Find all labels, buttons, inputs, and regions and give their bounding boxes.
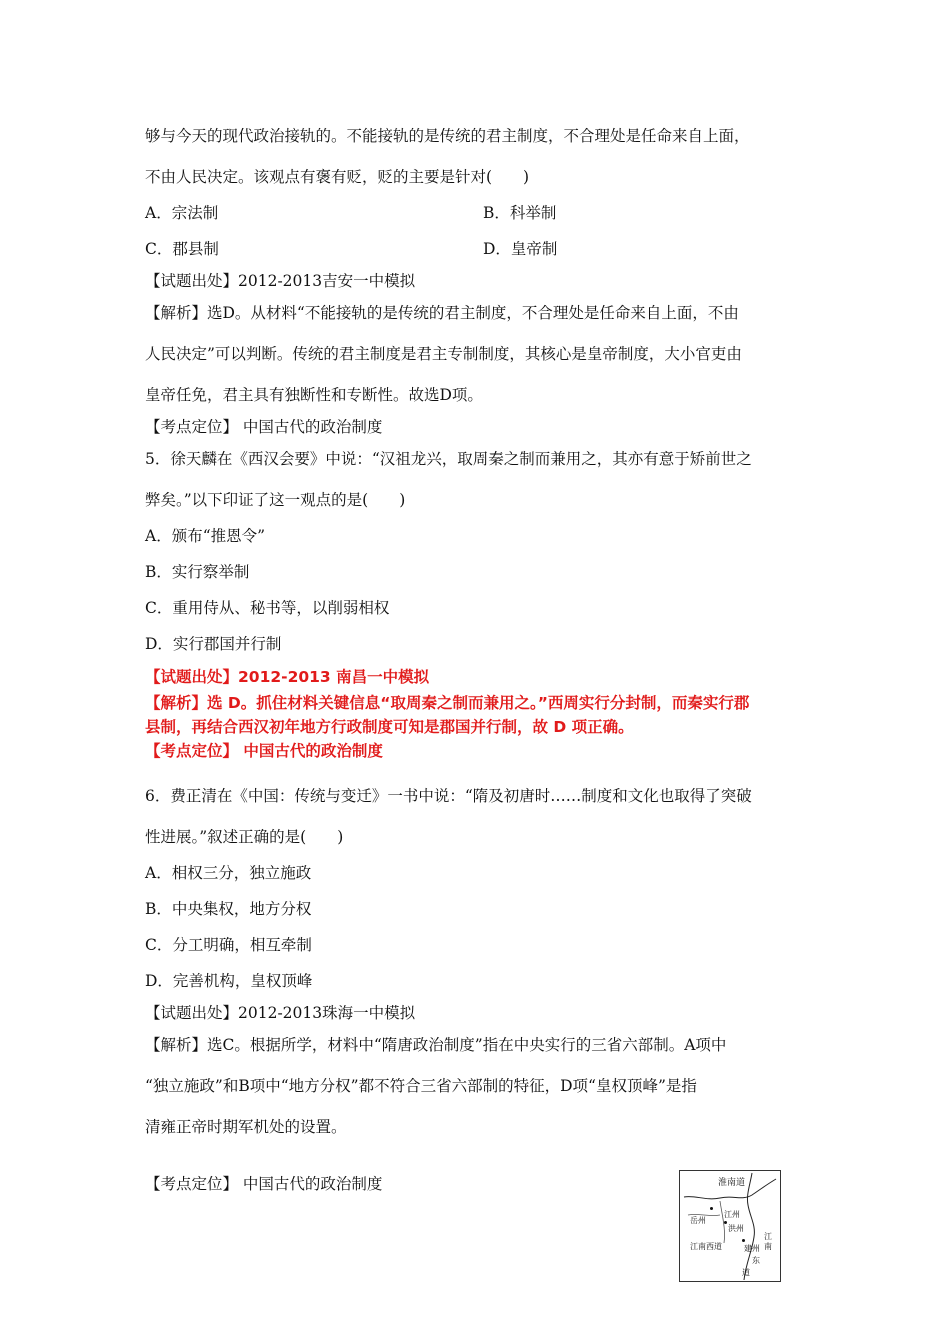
q6-stem-line2: 性进展。”叙述正确的是( ) bbox=[145, 828, 344, 846]
q6-option-d: D．完善机构，皇权顶峰 bbox=[145, 972, 313, 990]
map-label-jianzhou: 建州 bbox=[744, 1244, 760, 1253]
q5-option-b: B．实行察举制 bbox=[145, 563, 250, 581]
map-dot-jiangzhou bbox=[710, 1207, 713, 1210]
q5-point: 【考点定位】 中国古代的政治制度 bbox=[145, 742, 383, 760]
q4-stem-line2: 不由人民决定。该观点有褒有贬，贬的主要是针对( ) bbox=[145, 168, 530, 186]
q4-analysis-line1: 【解析】选D。从材料“不能接轨的是传统的君主制度，不合理处是任命来自上面，不由 bbox=[145, 304, 739, 322]
q4-option-c: C．郡县制 bbox=[145, 240, 219, 258]
map-label-yuezhou: 岳州 bbox=[690, 1216, 706, 1225]
map-label-huainan: 淮南道 bbox=[718, 1178, 746, 1188]
q4-source: 【试题出处】2012-2013吉安一中模拟 bbox=[145, 272, 416, 290]
map-label-jiangnandong-4: 道 bbox=[742, 1268, 750, 1277]
map-label-hongzhou: 洪州 bbox=[728, 1224, 744, 1233]
q6-option-b: B．中央集权，地方分权 bbox=[145, 900, 312, 918]
q6-source: 【试题出处】2012-2013珠海一中模拟 bbox=[145, 1004, 416, 1022]
map-label-jiangnandong-1: 江 bbox=[764, 1232, 772, 1241]
map-label-jiangzhou: 江州 bbox=[724, 1210, 740, 1219]
q5-option-a: A．颁布“推恩令” bbox=[145, 527, 266, 545]
q6-analysis-line3: 清雍正帝时期军机处的设置。 bbox=[145, 1118, 347, 1136]
q4-point: 【考点定位】 中国古代的政治制度 bbox=[145, 418, 383, 436]
q4-analysis-line3: 皇帝任免，君主具有独断性和专断性。故选D项。 bbox=[145, 386, 483, 404]
q5-stem-line1: 5．徐天麟在《西汉会要》中说：“汉祖龙兴，取周秦之制而兼用之，其亦有意于矫前世之 bbox=[145, 450, 752, 468]
map-dot-hongzhou bbox=[724, 1221, 727, 1224]
map-label-jiangnanxi: 江南西道 bbox=[690, 1242, 722, 1251]
q5-option-c: C．重用侍从、秘书等，以削弱相权 bbox=[145, 599, 390, 617]
map-label-jiangnandong-2: 南 bbox=[764, 1242, 772, 1251]
q5-analysis-line1: 【解析】选 D。抓住材料关键信息“取周秦之制而兼用之。”西周实行分封制，而秦实行郡 bbox=[145, 694, 750, 712]
q4-option-b: B．科举制 bbox=[483, 204, 557, 222]
region-map bbox=[679, 1170, 781, 1282]
q5-option-d: D．实行郡国并行制 bbox=[145, 635, 282, 653]
q6-analysis-line1: 【解析】选C。根据所学，材料中“隋唐政治制度”指在中央实行的三省六部制。A项中 bbox=[145, 1036, 727, 1054]
map-label-jiangnandong-3: 东 bbox=[752, 1256, 760, 1265]
q5-stem-line2: 弊矣。”以下印证了这一观点的是( ) bbox=[145, 491, 406, 509]
q5-analysis-line2: 县制，再结合西汉初年地方行政制度可知是郡国并行制，故 D 项正确。 bbox=[145, 718, 634, 736]
q4-option-d: D．皇帝制 bbox=[483, 240, 558, 258]
q4-stem-line1: 够与今天的现代政治接轨的。不能接轨的是传统的君主制度，不合理处是任命来自上面， bbox=[145, 127, 750, 145]
q4-option-a: A．宗法制 bbox=[145, 204, 219, 222]
q6-option-a: A．相权三分，独立施政 bbox=[145, 864, 312, 882]
q4-analysis-line2: 人民决定”可以判断。传统的君主制度是君主专制制度，其核心是皇帝制度，大小官吏由 bbox=[145, 345, 742, 363]
q6-stem-line1: 6．费正清在《中国：传统与变迁》一书中说：“隋及初唐时……制度和文化也取得了突破 bbox=[145, 787, 752, 805]
q6-point: 【考点定位】 中国古代的政治制度 bbox=[145, 1175, 383, 1193]
q6-option-c: C．分工明确，相互牵制 bbox=[145, 936, 312, 954]
map-dot-jianzhou bbox=[742, 1239, 745, 1242]
q5-source: 【试题出处】2012-2013 南昌一中模拟 bbox=[145, 668, 430, 686]
q6-analysis-line2: “独立施政”和B项中“地方分权”都不符合三省六部制的特征，D项“皇权顶峰”是指 bbox=[145, 1077, 697, 1095]
